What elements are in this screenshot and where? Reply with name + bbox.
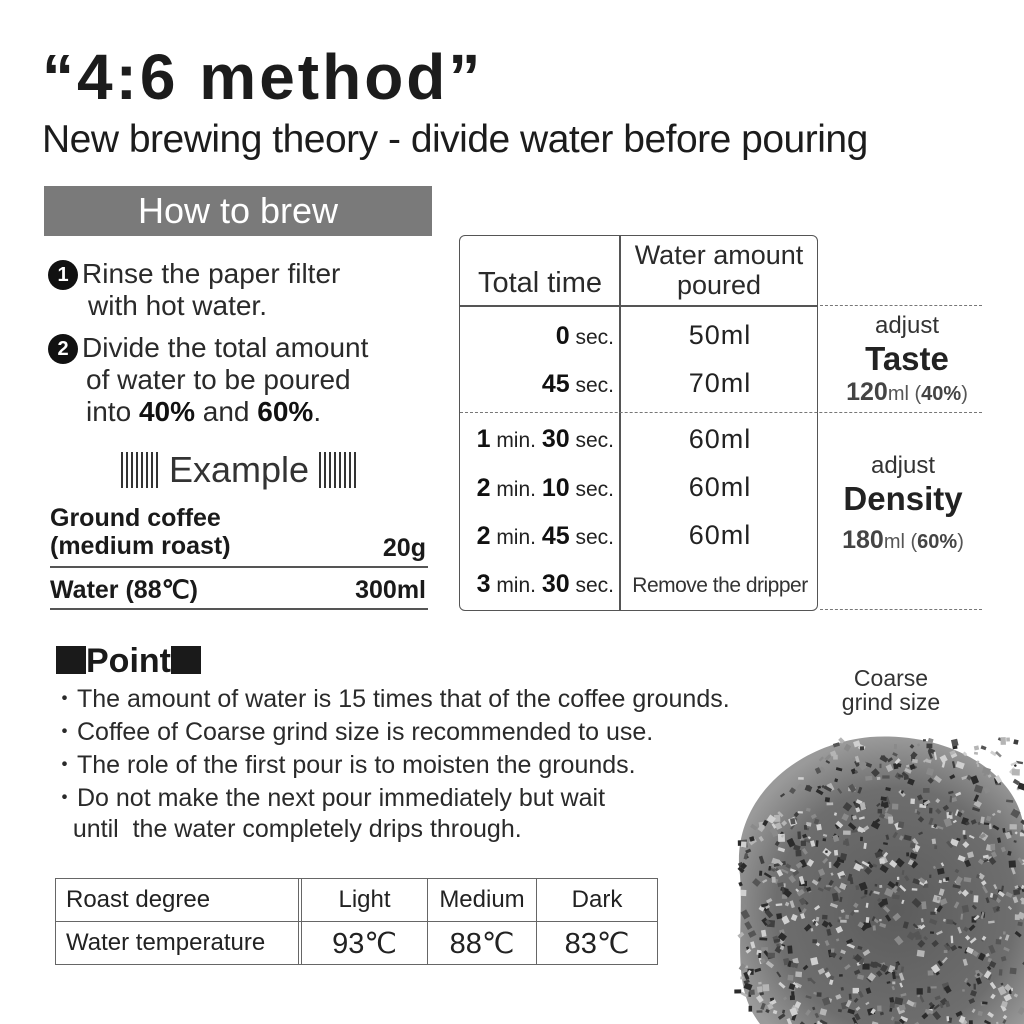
point-label: Point [86,642,171,680]
ground-particle [772,877,776,883]
ground-particle [833,755,838,760]
ground-particle [930,931,934,933]
ground-particle [962,905,969,913]
square-icon [171,646,201,674]
step-number-2: 2 [48,334,78,364]
ground-particle [917,950,925,957]
grind-label-line-2: grind size [841,689,941,715]
ground-particle [768,953,775,958]
time-row-5 [460,522,614,551]
ground-particle [888,816,893,823]
ground-particle [759,871,762,876]
pct-60: 60% [257,396,314,427]
ground-particle [798,811,803,813]
ground-particle [1000,737,1006,745]
ground-particle [875,884,878,887]
time-row-6 [460,570,614,599]
point-item: ・Do not make the next pour immediately but wait [52,784,606,812]
ground-particle [860,746,864,750]
ground-particle [740,890,746,896]
time-sec-value: 30 [541,570,570,598]
header-divider [460,305,817,307]
roast-dark: Dark [537,879,658,922]
ground-particle [969,1020,973,1024]
ground-particle [975,970,979,974]
time-row-1 [460,322,614,351]
ground-particle [923,739,926,741]
ground-particle [839,974,843,977]
time-min-unit: min. [490,574,542,597]
time-min-unit: min. [490,526,542,549]
ground-particle [951,936,954,944]
step-2-line-3 [48,396,368,428]
amount-row-6: Remove the dripper [632,574,808,597]
ground-particle [893,763,898,769]
ml-unit: ml ( [887,383,922,405]
ground-particle [950,796,953,803]
ground-particle [974,745,979,750]
ground-particle [795,850,801,856]
ground-particle [892,804,898,810]
ground-particle [937,897,940,900]
step-2-period: . [313,396,322,427]
ground-particle [945,877,949,881]
ground-particle [898,821,905,828]
time-row-3 [460,425,614,454]
ground-coffee-row [50,504,428,562]
ground-particle [879,858,885,864]
step-1 [48,258,340,322]
ground-particle [982,1001,988,1004]
roast-degree-label: Roast degree [56,879,299,922]
adjust-title: Taste [865,340,949,377]
ground-particle [776,913,782,919]
ground-particle [1010,824,1017,829]
pct-value: 60% [917,531,958,553]
temp-light: 93℃ [302,922,428,965]
page-subtitle: New brewing theory - divide water before pouring [42,118,868,161]
ground-particle [879,885,882,888]
ground-particle [825,797,830,802]
ground-particle [878,809,883,814]
ground-particle [866,917,870,923]
paren: ) [961,383,968,405]
point-item: until the water completely drips through. [52,815,522,843]
ground-particle [759,937,767,940]
ground-particle [932,839,936,845]
time-unit: sec. [569,326,614,349]
ground-particle [892,894,900,899]
paren: ) [957,531,964,553]
ground-particle [894,744,897,749]
ground-particle [974,984,976,990]
ground-particle [758,953,761,958]
ground-particle [990,844,995,851]
col-header-total-time: Total time [477,267,603,299]
adjust-amount [818,526,988,555]
ground-particle [882,775,889,778]
ground-particle [776,944,779,947]
ground-particle [877,1006,881,1012]
ground-particle [843,831,851,835]
amount-row-3: 60ml [688,424,752,454]
ground-particle [996,939,1002,944]
water-temperature-label: Water temperature [56,922,299,965]
ground-particle [974,752,978,755]
ground-particle [748,1006,752,1012]
adjust-title: Density [843,480,963,517]
grind-label-line-1: Coarse [853,665,929,691]
ground-particle [864,890,867,895]
time-sec-unit: sec. [569,478,614,501]
grind-size-label [826,666,956,714]
step-2-into: into [86,396,139,427]
ground-particle [787,975,793,981]
time-sec-unit: sec. [569,526,614,549]
ground-particle [822,915,828,920]
step-2 [48,332,368,428]
time-sec-unit: sec. [569,429,614,452]
time-value: 45 [541,370,570,398]
adjust-density [818,452,988,555]
ground-particle [1013,739,1018,745]
ground-particle [787,946,792,954]
ml-value: 180 [842,526,884,554]
ground-particle [973,895,978,902]
point-heading [56,642,201,681]
temp-medium: 88℃ [428,922,537,965]
ground-particle [962,989,965,992]
dashed-divider [460,412,982,413]
ground-particle [858,829,865,832]
water-label: Water (88℃) [50,576,199,604]
dashed-divider [820,609,982,610]
ground-particle [795,971,802,977]
time-unit: sec. [569,374,614,397]
temp-dark: 83℃ [537,922,658,965]
divider [50,608,428,610]
adjust-taste [822,312,992,407]
ground-particle [812,939,817,943]
ground-particle [873,962,878,968]
amount-row-1: 50ml [688,320,752,350]
square-icon [56,646,86,674]
time-min-value: 2 [476,474,491,502]
ml-unit: ml ( [883,531,918,553]
water-row [50,574,428,606]
ground-particle [880,764,882,768]
ground-particle [930,986,936,988]
divider [50,566,428,568]
coffee-grounds-image [700,715,1024,1024]
time-value: 0 [555,322,570,350]
ground-particle [839,917,842,920]
ground-particle [926,744,932,749]
ground-particle [831,949,834,953]
time-sec-value: 10 [541,474,570,502]
ground-particle [934,845,937,849]
roast-medium: Medium [428,879,537,922]
ground-particle [827,802,834,805]
ground-particle [840,920,847,923]
ground-particle [906,852,909,856]
dashed-divider [820,305,982,306]
ground-particle [963,835,967,840]
ground-particle [791,991,794,998]
ground-particle [1009,860,1016,867]
ground-particle [734,989,741,993]
ground-particle [801,841,806,846]
roast-temperature-table [55,878,658,965]
ground-particle [1006,738,1010,742]
step-1-line-2: with hot water. [88,290,267,321]
ground-particle [912,888,918,891]
ground-particle [981,745,987,750]
step-number-1: 1 [48,260,78,290]
amount-row-2: 70ml [688,368,752,398]
ground-particle [951,739,959,747]
ground-particle [930,912,935,915]
ground-particle [834,850,838,856]
ground-particle [923,788,930,793]
ground-particle [757,1010,763,1013]
roast-light: Light [302,879,428,922]
ground-particle [892,982,895,985]
ground-particle [910,842,916,848]
ground-particle [817,992,822,997]
ground-particle [912,759,918,763]
time-min-value: 2 [476,522,491,550]
step-2-line-2: of water to be poured [86,364,351,395]
ground-particle [929,808,932,814]
ground-particle [1013,889,1020,895]
ground-particle [1012,769,1020,776]
time-min-value: 1 [476,425,491,453]
ground-coffee-label-2: (medium roast) [50,532,231,560]
col-header-water-line-1: Water amount [634,240,804,270]
ground-particle [741,842,747,848]
ground-particle [946,919,953,924]
ground-particle [1003,931,1006,934]
ground-particle [740,976,743,979]
page-title: “4:6 method” [42,41,484,113]
ground-particle [758,982,762,985]
ground-particle [797,831,801,839]
ground-particle [915,935,921,940]
ground-particle [963,830,966,834]
col-header-water-amount [621,240,817,300]
ground-particle [897,877,899,880]
ground-particle [999,969,1003,975]
ground-particle [757,986,763,993]
ground-particle [829,862,832,868]
pct-value: 40% [921,383,962,405]
ground-particle [877,777,881,780]
ground-particle [865,776,872,781]
example-heading [106,448,372,492]
ground-particle [917,988,923,994]
time-sec-unit: sec. [569,574,614,597]
step-2-line-1: Divide the total amount [82,332,369,363]
time-min-unit: min. [490,478,542,501]
point-item: ・The amount of water is 15 times that of the coffee grounds. [52,685,730,713]
ground-particle [927,987,931,993]
ground-coffee-label-1: Ground coffee [50,504,221,532]
ground-particle [873,925,876,930]
step-2-and: and [194,396,258,427]
ground-particle [849,994,852,1000]
ground-particle [944,950,948,953]
ground-particle [761,947,768,951]
ml-value: 120 [846,378,888,406]
ground-particle [790,818,795,825]
how-to-brew-heading: How to brew [44,186,432,236]
col-header-water-line-2: poured [676,270,762,300]
ground-particle [929,875,931,878]
time-row-2 [460,370,614,399]
ground-particle [843,840,847,845]
time-sec-value: 30 [541,425,570,453]
time-row-4 [460,474,614,503]
step-1-line-1: Rinse the paper filter [82,258,341,289]
ground-particle [823,838,827,841]
ground-particle [862,964,869,970]
ground-particle [946,1016,949,1021]
ground-particle [921,901,926,909]
ground-particle [928,970,934,975]
ground-coffee-value: 20g [382,534,426,562]
ground-particle [949,811,952,815]
amount-row-5: 60ml [688,520,752,550]
time-min-value: 3 [476,570,491,598]
adjust-amount [822,378,992,407]
amount-row-4: 60ml [688,472,752,502]
adjust-label: adjust [874,312,940,339]
ground-particle [890,1002,896,1008]
water-value: 300ml [355,576,426,604]
ground-particle [881,796,887,801]
pct-40: 40% [138,396,195,427]
point-item: ・Coffee of Coarse grind size is recommended to use. [52,718,654,746]
ground-particle [854,910,859,912]
decorative-bars-icon [319,452,357,488]
decorative-bars-icon [121,452,159,488]
ground-particle [845,915,849,919]
point-item: ・The role of the first pour is to moisten the grounds. [52,751,636,779]
ground-particle [778,834,785,842]
ground-particle [749,990,755,996]
ground-particle [910,799,915,805]
ground-particle [879,919,882,921]
ground-particle [762,984,769,991]
example-label: Example [168,449,310,490]
adjust-label: adjust [870,452,936,479]
ground-particle [804,825,807,830]
ground-particle [798,777,804,780]
time-min-unit: min. [490,429,542,452]
ground-particle [860,837,863,841]
time-sec-value: 45 [541,522,570,550]
ground-particle [1010,968,1017,975]
